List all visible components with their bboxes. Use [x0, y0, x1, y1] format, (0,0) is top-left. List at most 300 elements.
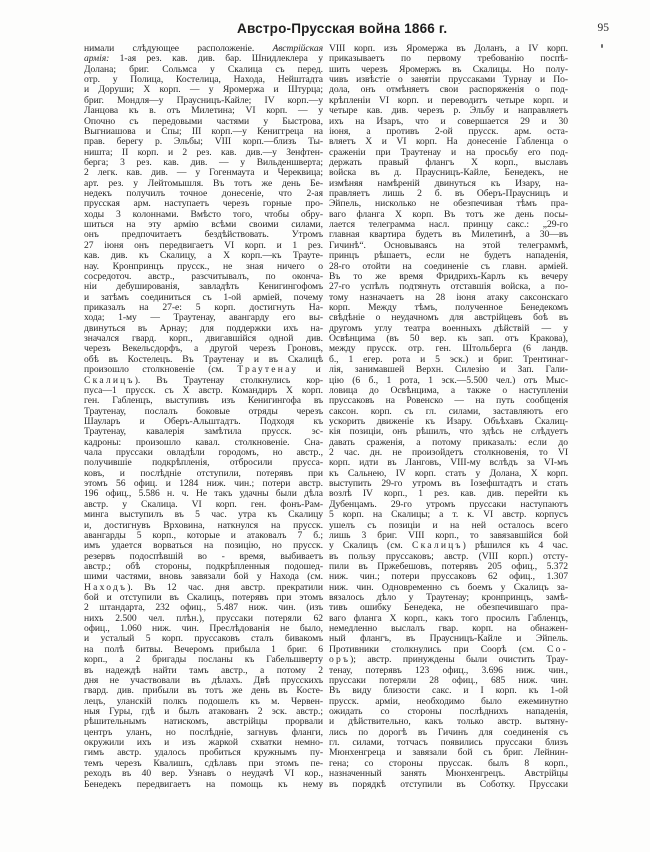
body-text: другомъ углу театра военныхъ дѣйствій — у	[329, 323, 568, 334]
text-line	[84, 479, 323, 489]
body-text: чала пруссаки овладѣли городомъ, но австр.,	[84, 448, 323, 459]
body-text: назначенный занять Мюнхенгрецъ. Австрійцы	[329, 769, 568, 780]
body-text: пили въ Пржебешовъ, потерявъ 205 офиц., 5.372	[329, 561, 568, 572]
left-column	[84, 44, 323, 790]
text-line	[84, 780, 323, 790]
body-text: прусская арм. наступаетъ черезъ горные про-	[84, 199, 323, 210]
text-line	[84, 531, 323, 541]
body-text: принцъ рѣшаетъ, если не будетъ нападенія,	[329, 251, 568, 262]
text-line	[84, 230, 323, 240]
body-text: Шауларъ и Оберъ-Альштадтъ. Подходя къ	[84, 416, 323, 427]
body-text: лишь 3 бриг. VIII корп., то завязавшійся бой	[329, 530, 568, 541]
body-text: Мюнхенгреца и завязали бой съ бриг. Лейнин-	[329, 748, 568, 759]
letterspaced-reference: Скалицъ	[411, 541, 463, 552]
body-text: между прусск. отр. ген. Штольберга (6 ландв.	[329, 344, 568, 355]
body-text: выступить 29-го утромъ въ Іозефштадтъ и стать	[329, 479, 568, 490]
body-text: ваго фланга X корп., какъ того просилъ Габленцъ,	[329, 613, 568, 624]
body-text: черезъ Векельсдорфъ, а другой черезъ Гроновъ,	[84, 344, 323, 355]
body-text: измѣняя намѣреній двинуться къ Изару, на-	[329, 178, 568, 189]
text-line	[329, 313, 568, 323]
text-line	[329, 179, 568, 189]
body-text: свѣдѣніе о неудачномъ для австрійцевъ боѣ въ	[329, 313, 568, 324]
body-text: получившіе подкрѣпленія, отбросили прусса-	[84, 458, 323, 469]
body-text: шиться на эту армію всѣми своими силами,	[84, 220, 323, 231]
text-line	[329, 272, 568, 282]
text-line	[84, 427, 323, 437]
text-line	[84, 489, 323, 499]
text-line	[329, 738, 568, 748]
text-line	[329, 127, 568, 137]
text-line	[329, 562, 568, 572]
text-line	[329, 458, 568, 468]
text-line	[329, 189, 568, 199]
body-text: 2 штандарта, 232 офиц., 5.487 ниж. чин. (изъ	[84, 603, 323, 614]
text-line	[329, 717, 568, 727]
body-text: лецъ, уланскій полкъ подошелъ къ м. Червен-	[84, 696, 323, 707]
text-line	[329, 386, 568, 396]
body-text: шими частями, вновь завязали бой у Находа (см.	[84, 572, 323, 583]
text-line	[329, 500, 568, 510]
text-line	[329, 407, 568, 417]
body-text: б., 1 егер. рота и 5 эск.) и бриг. Трентинаг-	[329, 354, 568, 365]
text-line	[329, 65, 568, 75]
body-text: ловица до Освѣнцима, а также о наступленіи	[329, 385, 568, 396]
body-text: и усталый 5 корп. пруссаковъ сталъ бивакомъ	[84, 634, 323, 645]
body-text: минга выступилъ въ 5 час. утра къ Скалицу	[84, 510, 323, 521]
text-line	[84, 438, 323, 448]
text-line	[329, 210, 568, 220]
text-line	[329, 293, 568, 303]
text-line	[329, 479, 568, 489]
text-line	[329, 282, 568, 292]
body-text: гена; со стороны пруссак. былъ 8 корп.,	[329, 758, 568, 769]
body-text: гимъ австр. удалось пробиться кружнымъ пу-	[84, 748, 323, 759]
running-title: Австро-Прусская война 1866 г.	[237, 21, 448, 36]
letterspaced-reference: Траутенау и	[237, 365, 323, 376]
text-line	[329, 438, 568, 448]
text-line	[329, 324, 568, 334]
body-text: ) рѣшился къ 4 час.	[462, 541, 568, 552]
body-text: и Доруши; X корп. — у Яромержа и Штурца;	[84, 85, 323, 96]
body-text: бой и отступили въ Скалицъ, потерявъ при этомъ	[84, 593, 323, 604]
body-text: вязалось дѣло у Траутенау; кронпринцъ, замѣ-	[329, 593, 568, 604]
body-text: шить черезъ Яромержъ въ Скалицы. Но полу-	[329, 64, 568, 75]
body-text: тивъ ошибку Бенедека, не обезпечившаго пра-	[329, 603, 568, 614]
body-text: австр. у Скалица. VI корп. ген. фонъ-Рам-	[84, 499, 323, 510]
body-text: прусск. арміи, необходимо было ежеминутно	[329, 696, 568, 707]
text-line	[84, 666, 323, 676]
text-line	[329, 707, 568, 717]
body-text: ваго фланга X корп. Въ тотъ же день посы-	[329, 209, 568, 220]
body-text: 27 іюня онъ передвигаетъ VI корп. и 1 рез.	[84, 240, 323, 251]
body-text: іюня, а противъ 2-ой прусск. арм. оста-	[329, 126, 568, 137]
body-text: окружили ихъ и изъ жаркой схватки немно-	[84, 738, 323, 749]
text-line	[329, 137, 568, 147]
body-text: корп. идти въ Ланговъ, VIII-му вслѣдъ за VI-мъ	[329, 458, 568, 469]
text-line	[84, 158, 323, 168]
body-text: ниж. чин.; потери пруссаковъ 62 офиц., 1.307	[329, 572, 568, 583]
body-text: ихъ на Изаръ, что и совершается 29 и 30	[329, 116, 568, 127]
body-text: тенау, потерявъ 123 офиц., 3.696 ниж. чин.,	[329, 665, 568, 676]
body-text: вляетъ X и VI корп. На донесеніе Габленца о	[329, 137, 568, 148]
text-line	[329, 697, 568, 707]
text-line	[329, 365, 568, 375]
body-text: офиц., 1.060 ниж. чин. Преслѣдованія не было,	[84, 624, 323, 635]
text-line	[84, 572, 323, 582]
body-text: Освѣнцима (въ 50 вер. къ зап. отъ Кракова),	[329, 334, 568, 345]
letterspaced-reference: Скалицъ	[84, 375, 135, 386]
text-line	[84, 44, 323, 54]
text-line	[329, 148, 568, 158]
body-text: ходы 3 колоннами. Вмѣсто того, чтобы обру-	[84, 209, 323, 220]
text-line	[84, 614, 323, 624]
text-line	[84, 603, 323, 613]
text-line	[84, 137, 323, 147]
body-text: Траутенау, кавалерія замѣтила прусск. эс-	[84, 427, 323, 438]
text-line	[329, 448, 568, 458]
text-line	[84, 624, 323, 634]
text-line	[329, 85, 568, 95]
text-line	[329, 510, 568, 520]
body-text: четыре кав. див. черезъ р. Эльбу и направляетъ	[329, 106, 568, 117]
text-line	[84, 655, 323, 665]
body-text: ниж. чин. Одновременно съ боемъ у Скалицъ за-	[329, 582, 568, 593]
body-text: 2 час. дн. не произойдетъ столкновенія, то VI	[329, 448, 568, 459]
text-line	[329, 427, 568, 437]
text-line	[329, 686, 568, 696]
letterspaced-reference: Находъ	[84, 582, 128, 593]
text-line	[329, 666, 568, 676]
text-line	[329, 759, 568, 769]
body-text: арт. рез. у Лейтомышля. Въ тотъ же день Бе-	[84, 178, 323, 189]
letterspaced-reference: Со-	[547, 644, 568, 655]
body-text: нау. Кронпринцъ прусск., не зная ничего о	[84, 261, 323, 272]
text-line	[84, 510, 323, 520]
body-text: въ порядкѣ отступили въ Соботку. Пруссаки	[329, 779, 568, 790]
body-text: крѣпленіи VI корп. и переводитъ четыре корп. и	[329, 95, 568, 106]
body-text: главная квартира будетъ въ Милетинѣ, а 30—въ	[329, 230, 568, 241]
body-text: лается телеграмма насл. принцу сакс.: „29-го	[329, 220, 568, 231]
text-line	[84, 96, 323, 106]
text-line	[84, 106, 323, 116]
body-text: ныя Гуры, гдѣ и былъ атакованъ 2 эск. австр.;	[84, 707, 323, 717]
body-text: кадроны: произошло кавал. столкновеніе. Сна-	[84, 437, 323, 448]
body-text: ковъ, и послѣдніе отступили, потерявъ при	[84, 468, 323, 479]
letterspaced-reference: оръ	[329, 655, 351, 666]
text-line	[329, 303, 568, 313]
body-text: корп., а 2 бригады посланы къ Габельшверту	[84, 655, 323, 666]
body-text: корп. Между тѣмъ, полученное Бенедекомъ	[329, 302, 568, 313]
right-column	[329, 44, 568, 790]
body-text: двинуться въ Арнау; для поддержки ихъ на-	[84, 323, 323, 334]
body-text: ). Въ Траутенау столкнулись кор-	[134, 375, 323, 386]
text-line	[329, 376, 568, 386]
text-line	[329, 676, 568, 686]
text-line	[84, 448, 323, 458]
scan-artifact	[601, 44, 603, 48]
text-line	[329, 75, 568, 85]
text-line	[329, 552, 568, 562]
text-line	[84, 127, 323, 137]
body-text: гвард. див. прибыли въ тотъ же день въ Косте-	[84, 686, 323, 697]
body-text: у Скалицъ (см.	[329, 541, 412, 552]
text-line	[84, 313, 323, 323]
body-text: Траутенау, послалъ боковые отряды черезъ	[84, 406, 323, 417]
body-text: 27-го успѣлъ подтянуть отставшія войска, а по-	[329, 282, 568, 293]
text-line	[84, 241, 323, 251]
text-line	[329, 572, 568, 582]
body-text: цію (6 б., 1 рота, 1 эск.—5.500 чел.) отъ Мыс-	[329, 375, 568, 386]
text-line	[84, 251, 323, 261]
italic-text: Австрійская	[272, 44, 323, 54]
text-line	[329, 417, 568, 427]
text-line	[84, 686, 323, 696]
body-text: недекъ получилъ точное донесеніе, что 2-ая	[84, 189, 323, 200]
body-text: давать сраженія, а потому приказалъ: если до	[329, 437, 568, 448]
text-line	[84, 717, 323, 727]
body-text: резервъ подоспѣвшій во - время, выбиваетъ	[84, 551, 323, 562]
text-line	[84, 117, 323, 127]
body-text: войска въ д. Праусницъ-Кайле, Бенедекъ, не	[329, 168, 568, 179]
body-text: и дѣйствительно, какъ только австр. вытяну-	[329, 717, 568, 728]
body-text: темъ черезъ Квалишъ, сдѣлавъ при этомъ пе-	[84, 758, 323, 769]
text-line	[84, 521, 323, 531]
body-text: берга; 3 рез. кав. див. — у Вильденшверта;	[84, 157, 323, 168]
text-line	[84, 65, 323, 75]
text-line	[84, 344, 323, 354]
body-text: приказалъ на 27-е: 5 корп. достигнуть На-	[84, 302, 323, 313]
body-text: чивъ извѣстіе о занятіи пруссаками Турнау и По-	[329, 75, 568, 86]
body-text: дола, онъ отмѣняетъ свои распоряженія о под-	[329, 85, 568, 96]
body-text: прав. берегу р. Эльбы; VIII корп.—близъ Ты-	[84, 137, 323, 148]
body-text: ный флангъ, въ Праусницъ-Кайле и Эйпель.	[329, 634, 568, 645]
text-line	[329, 251, 568, 261]
text-line	[329, 44, 568, 54]
text-line	[329, 728, 568, 738]
text-line	[329, 593, 568, 603]
body-text: и затѣмъ соединиться съ 1-ой арміей, почему	[84, 292, 323, 303]
text-line	[84, 262, 323, 272]
body-text: немедленно выслалъ гвар. корп. на обнажен-	[329, 624, 568, 635]
text-line	[84, 458, 323, 468]
text-line	[84, 85, 323, 95]
body-text: 196 офиц., 5.586 н. ч. Не такъ удачны были дѣла	[84, 489, 323, 500]
text-line	[84, 75, 323, 85]
body-text: къ Сальнею, IV корп. стать у Долана, X корп.	[329, 468, 568, 479]
body-text: 5 корп. на Скалицы; а т. к. VI австр. корпусъ	[329, 510, 568, 521]
body-text: Въ то же время Фридрихъ-Карлъ къ вечеру	[329, 271, 568, 282]
text-line	[84, 500, 323, 510]
body-text: Долана; бриг. Сольмса у Скалица съ перед.	[84, 64, 323, 75]
text-line	[329, 262, 568, 272]
page-number: 95	[597, 22, 609, 34]
text-line	[329, 748, 568, 758]
body-text: центръ уланъ, но послѣдніе, загнувъ фланги,	[84, 727, 323, 738]
text-line	[84, 738, 323, 748]
text-line	[84, 541, 323, 551]
text-line	[329, 230, 568, 240]
text-line	[84, 282, 323, 292]
body-text: 28-го отойти на соединеніе съ главн. арміей.	[329, 261, 568, 272]
body-text: въ надеждѣ найти тамъ австр., а потому 2	[84, 665, 323, 676]
text-line	[84, 697, 323, 707]
body-text: пруссаковъ на Ровенско — на путь сообщенія	[329, 396, 568, 407]
body-text: 2 легк. кав. див. — у Гогенмаута и Череквица;	[84, 168, 323, 179]
text-line	[84, 272, 323, 282]
text-line	[84, 769, 323, 779]
text-line	[84, 365, 323, 375]
body-text: ); австр. принуждены были очистить Трау-	[350, 655, 568, 666]
text-line	[84, 168, 323, 178]
text-line	[329, 583, 568, 593]
body-text: нимали слѣдующее расположеніе.	[84, 44, 273, 54]
body-text: правляетъ лишь 2 б. въ Оберъ-Праусницъ и	[329, 189, 568, 200]
text-line	[84, 220, 323, 230]
text-line	[84, 748, 323, 758]
body-text: произошло столкновеніе (см.	[84, 365, 238, 376]
text-line	[84, 210, 323, 220]
text-line	[329, 199, 568, 209]
body-text: пруссаки потеряли 28 офиц., 685 ниж. чин.	[329, 675, 568, 686]
body-text: хода; 1-му — Траутенау, авангарду его вы-	[84, 313, 323, 324]
body-text: значался гвард. корп., двигавшійся одной див.	[84, 334, 323, 345]
body-text: сосредоточ. австр., разсчитывалъ, по оконча-	[84, 271, 323, 282]
text-line	[84, 54, 323, 64]
body-text: нихъ 2.500 чел. плѣн.), пруссаки потеряли 62	[84, 613, 323, 624]
text-line	[84, 376, 323, 386]
body-text: Бенедекъ передвигаетъ на помощь къ нему	[84, 779, 323, 790]
text-line	[329, 645, 568, 655]
text-line	[84, 334, 323, 344]
text-line	[329, 54, 568, 64]
text-line	[329, 614, 568, 624]
body-text: Дубенцамъ. 29-го утромъ пруссаки наступаютъ	[329, 499, 568, 510]
text-line	[84, 707, 323, 717]
body-text: этомъ 56 офиц. и 1284 ниж. чин.; потери австр.	[84, 479, 323, 490]
body-text: 1-ая рез. кав. див. бар. Шнидлеклера у	[109, 54, 323, 65]
text-line	[329, 158, 568, 168]
text-line	[329, 168, 568, 178]
body-text: Въ виду близости сакс. и I корп. къ 1-ой	[329, 686, 568, 697]
text-line	[329, 531, 568, 541]
text-line	[329, 780, 568, 790]
text-line	[329, 344, 568, 354]
text-line	[329, 541, 568, 551]
body-text: тому назначаетъ на 28 іюня атаку саксонскаго	[329, 292, 568, 303]
text-line	[84, 562, 323, 572]
text-line	[84, 396, 323, 406]
body-text: лись по дорогѣ въ Гичинъ для соединенія съ	[329, 727, 568, 738]
text-line	[329, 469, 568, 479]
body-text: Противники столкнулись при Соорѣ (см.	[329, 644, 547, 655]
body-text: Выгниашова и Спы; III корп.—у Кениггреца на	[84, 126, 323, 137]
body-text: онъ предпочитаетъ бездѣйствовать. Утромъ	[84, 230, 323, 241]
text-line	[84, 407, 323, 417]
text-line	[329, 521, 568, 531]
text-line	[84, 189, 323, 199]
text-line	[329, 655, 568, 665]
body-text: Эйпель, нисколько не обезпечивая тѣмъ пра-	[329, 199, 568, 210]
text-line	[329, 241, 568, 251]
text-line	[84, 179, 323, 189]
text-line	[329, 96, 568, 106]
body-text: ускорить движеніе къ Изару. Объѣхавъ Скалиц-	[329, 416, 568, 427]
body-text: лія, занимавшей Верхн. Силезію и Зап. Гали-	[329, 365, 568, 376]
text-line	[329, 489, 568, 499]
body-text: кія позиціи, онъ рѣшилъ, что здѣсь не слѣдуетъ	[329, 427, 568, 438]
body-text: ништа; II корп. и 2 рез. кав. див.—у Зенфтен-	[84, 147, 323, 158]
body-text: ушелъ съ позиціи и на ней осталось всего	[329, 520, 568, 531]
text-line	[84, 645, 323, 655]
body-text: VIII корп. изъ Яромержа въ Доланъ, а IV корп.	[329, 44, 568, 54]
text-line	[84, 386, 323, 396]
text-line	[84, 469, 323, 479]
body-text: на полѣ битвы. Вечеромъ прибыла 1 бриг. 6	[84, 644, 323, 655]
body-text: австр.; обѣ стороны, подкрѣпленныя подошед-	[84, 561, 323, 572]
body-text: и, достигнувъ Врховина, наткнулся на прусск.	[84, 520, 323, 531]
body-text: возлѣ IV корп., 1 рез. кав. див. перейти къ	[329, 489, 568, 500]
body-text: сраженіи при Траутенау и на просьбу его под-	[329, 147, 568, 158]
text-line	[84, 324, 323, 334]
body-text: имъ удается ворваться на позицію, но прусск.	[84, 541, 323, 552]
text-line	[329, 624, 568, 634]
body-text: саксон. корп. съ гл. силами, заставляютъ его	[329, 406, 568, 417]
text-line	[329, 769, 568, 779]
text-line	[84, 583, 323, 593]
text-line	[329, 355, 568, 365]
body-text: бриг. Мондля—у Праусницъ-Кайле; IV корп.—у	[84, 95, 323, 106]
text-line	[329, 117, 568, 127]
text-line	[84, 355, 323, 365]
text-line	[329, 603, 568, 613]
body-text: держать правый флангъ X корп., выславъ	[329, 157, 568, 168]
body-text: дня не участвовали въ дѣлахъ. Двѣ прусскихъ	[84, 675, 323, 686]
text-line	[84, 199, 323, 209]
text-line	[84, 552, 323, 562]
body-text: Ланцова къ в. отъ Милетина; VI корп. — у	[84, 106, 323, 117]
text-line	[84, 676, 323, 686]
body-text: Опочно съ передовыми частями у Быстрова,	[84, 116, 323, 127]
body-text: ніи дебушированія, завладѣть Кенигингофомъ	[84, 282, 323, 293]
text-line	[329, 106, 568, 116]
text-line	[329, 334, 568, 344]
text-line	[329, 634, 568, 644]
body-text: приказываетъ по первому требованію поспѣ-	[329, 54, 568, 65]
text-line	[329, 220, 568, 230]
text-line	[84, 634, 323, 644]
body-text: ожидать со стороны послѣднихъ нападенія,	[329, 707, 568, 717]
body-text: отр. у Полица, Костелица, Находа, Нейштадта	[84, 75, 323, 86]
body-text: ). Въ 12 час. дня австр. прекратили	[127, 582, 323, 593]
body-text: авангарды 5 корп., которые и атаковалъ 7 б.;	[84, 530, 323, 541]
italic-text: армія:	[84, 54, 110, 65]
body-text: пуса—1 прусск. съ X австр. Командиръ X корп.	[84, 385, 323, 396]
text-line	[84, 759, 323, 769]
body-text: кав. див. къ Скалицу, а X корп.—къ Трауте-	[84, 251, 323, 262]
body-text: обѣ въ Костелецъ. Въ Траутенау и въ Скалицѣ	[84, 354, 323, 365]
body-text: ген. Габленцъ, выступивъ изъ Кенигингофа въ	[84, 396, 323, 407]
text-line	[329, 396, 568, 406]
body-text: реходъ въ 40 вер. Узнавъ о неудачѣ VI кор.,	[84, 769, 323, 780]
text-line	[84, 728, 323, 738]
text-line	[84, 293, 323, 303]
text-line	[84, 593, 323, 603]
body-text: гл. силами, тотчасъ появились пруссаки близъ	[329, 738, 568, 749]
body-text: рѣшительнымъ натискомъ, австрійцы прорвали	[84, 717, 323, 728]
body-text: въ пользу пруссаковъ; австр. (VIII корп.) отсту-	[329, 551, 568, 562]
text-line	[84, 303, 323, 313]
text-line	[84, 417, 323, 427]
